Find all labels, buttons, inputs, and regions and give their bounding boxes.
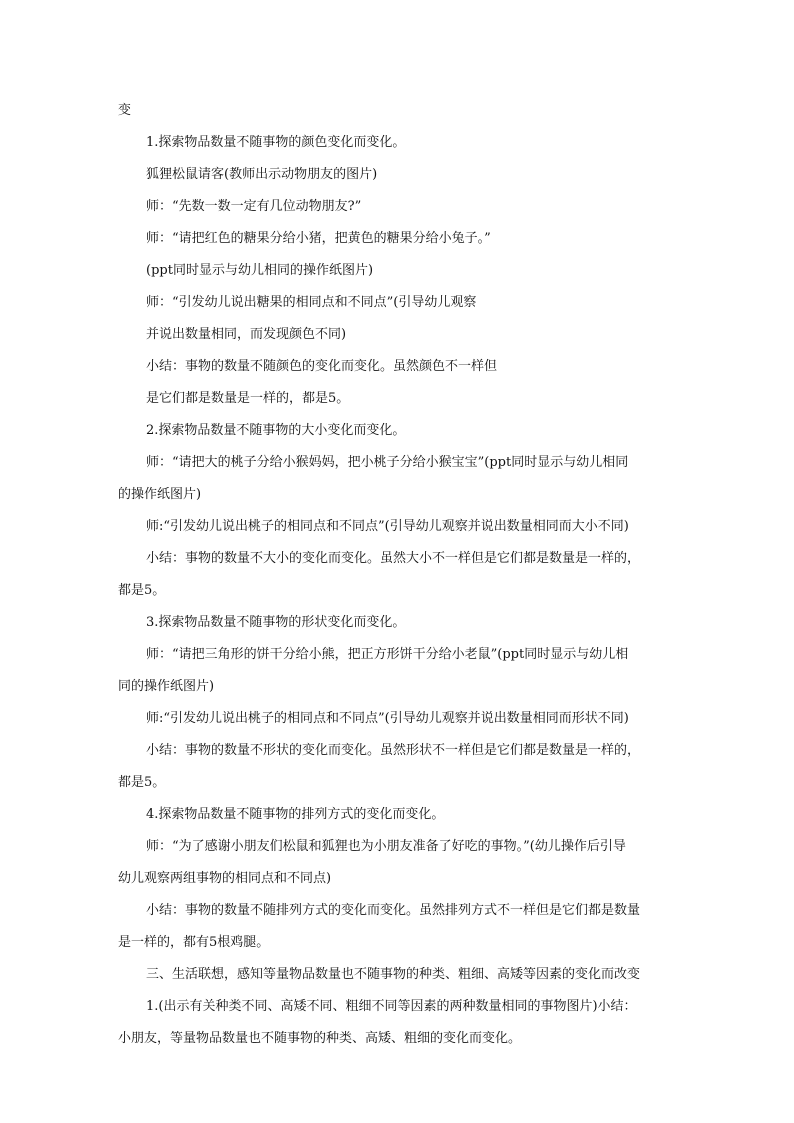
text-line: 都是5。	[118, 775, 166, 790]
summary-line: 小结：事物的数量不形状的变化而变化。虽然形状不一样但是它们都是数量是一样的，	[146, 743, 641, 758]
text-line: (ppt同时显示与幼儿相同的操作纸图片)	[146, 263, 374, 278]
section-heading: 1.探索物品数量不随事物的颜色变化而变化。	[146, 135, 406, 150]
text-line: 幼儿观察两组事物的相同点和不同点)	[118, 871, 332, 886]
text-line: 师：“为了感谢小朋友们松鼠和狐狸也为小朋友准备了好吃的事物。”(幼儿操作后引导	[146, 839, 626, 854]
text-line: 变	[118, 103, 132, 118]
text-line: 师:“引发幼儿说出桃子的相同点和不同点”(引导幼儿观察并说出数量相同而形状不同)	[146, 711, 629, 726]
text-line: 师：“请把三角形的饼干分给小熊，把正方形饼干分给小老鼠”(ppt同时显示与幼儿相	[146, 647, 629, 662]
section-heading: 2.探索物品数量不随事物的大小变化而变化。	[146, 423, 406, 438]
text-line: 师：“引发幼儿说出糖果的相同点和不同点”(引导幼儿观察	[146, 295, 477, 310]
text-line: 是一样的，都有5根鸡腿。	[118, 935, 270, 950]
section-heading: 4.探索物品数量不随事物的排列方式的变化而变化。	[146, 807, 445, 822]
summary-line: 小结：事物的数量不随颜色的变化而变化。虽然颜色不一样但	[146, 359, 498, 374]
summary-line: 小结：事物的数量不随排列方式的变化而变化。虽然排列方式不一样但是它们都是数量	[146, 903, 641, 918]
text-line: 同的操作纸图片)	[118, 679, 215, 694]
text-line: 师:“引发幼儿说出桃子的相同点和不同点”(引导幼儿观察并说出数量相同而大小不同)	[146, 519, 629, 534]
text-line: 都是5。	[118, 583, 166, 598]
text-line: 师：“请把红色的糖果分给小猪，把黄色的糖果分给小兔子。”	[146, 231, 491, 246]
text-line: 是它们都是数量是一样的，都是5。	[146, 391, 350, 406]
text-line: 师：“请把大的桃子分给小猴妈妈，把小桃子分给小猴宝宝”(ppt同时显示与幼儿相同	[146, 455, 629, 470]
summary-line: 小结：事物的数量不大小的变化而变化。虽然大小不一样但是它们都是数量是一样的，	[146, 551, 641, 566]
text-line: 1.(出示有关种类不同、高矮不同、粗细不同等因素的两种数量相同的事物图片)小结：	[146, 999, 637, 1014]
text-line: 狐狸松鼠请客(教师出示动物朋友的图片)	[146, 167, 378, 182]
text-line: 小朋友，等量物品数量也不随事物的种类、高矮、粗细的变化而变化。	[118, 1031, 522, 1046]
section-heading: 3.探索物品数量不随事物的形状变化而变化。	[146, 615, 406, 630]
text-line: 的操作纸图片)	[118, 487, 202, 502]
section-heading: 三、生活联想，感知等量物品数量也不随事物的种类、粗细、高矮等因素的变化而改变	[146, 967, 641, 982]
text-line: 并说出数量相同，而发现颜色不同)	[146, 327, 347, 342]
text-line: 师：“先数一数一定有几位动物朋友?”	[146, 199, 362, 214]
